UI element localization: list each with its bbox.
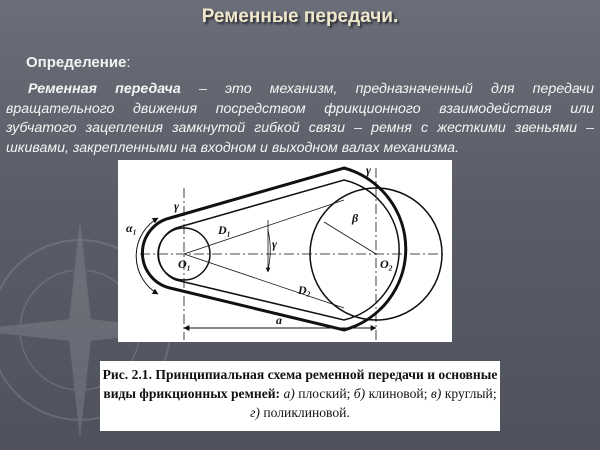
label-d1: D₁ — [218, 223, 231, 237]
slide-title: Ременные передачи. — [201, 6, 399, 27]
caption-a-tag: а) — [283, 386, 295, 401]
label-d2: D₂ — [298, 283, 311, 297]
caption-g-tag: г) — [250, 405, 260, 420]
label-gamma-left: γ — [174, 199, 179, 213]
label-a: a — [276, 313, 282, 327]
definition-term: Ременная передача — [28, 81, 181, 97]
caption-bold: Рис. 2.1. Принципиальная схема ременной передачи и основные виды фрикционных ремней: — [102, 367, 498, 401]
caption-v-tag: в) — [430, 386, 442, 401]
caption-v-text: круглый; — [441, 386, 497, 401]
definition-heading-text: Определение — [26, 54, 127, 71]
belt-drive-figure — [118, 160, 452, 342]
label-gamma-mid: γ — [272, 237, 277, 251]
definition-text — [6, 80, 594, 158]
label-beta: β — [352, 211, 359, 225]
caption-g-text: поликлиновой. — [259, 405, 350, 420]
definition-body: – это механизм, предназначенный для передачи вращательного движения посредством фрикционного взаимодействия или зубчатого зацепления замкнутой гибкой связи – ремня с жесткими звеньями – шкивами, закрепленными на входном и выходном валах механизма. — [6, 81, 595, 156]
label-o2: O₂ — [380, 257, 393, 271]
definition-heading — [26, 54, 131, 71]
belt-inner — [158, 180, 399, 320]
label-alpha1: α₁ — [126, 221, 137, 235]
caption-a-text: плоский; — [294, 386, 351, 401]
belt-drive-diagram — [118, 160, 452, 342]
caption-b-tag: б) — [353, 386, 366, 401]
label-o1: O₁ — [178, 257, 191, 271]
figure-caption — [100, 361, 500, 431]
caption-b-text: клиновой; — [365, 386, 428, 401]
definition-colon: : — [126, 54, 131, 71]
label-gamma-right: γ — [366, 163, 371, 177]
